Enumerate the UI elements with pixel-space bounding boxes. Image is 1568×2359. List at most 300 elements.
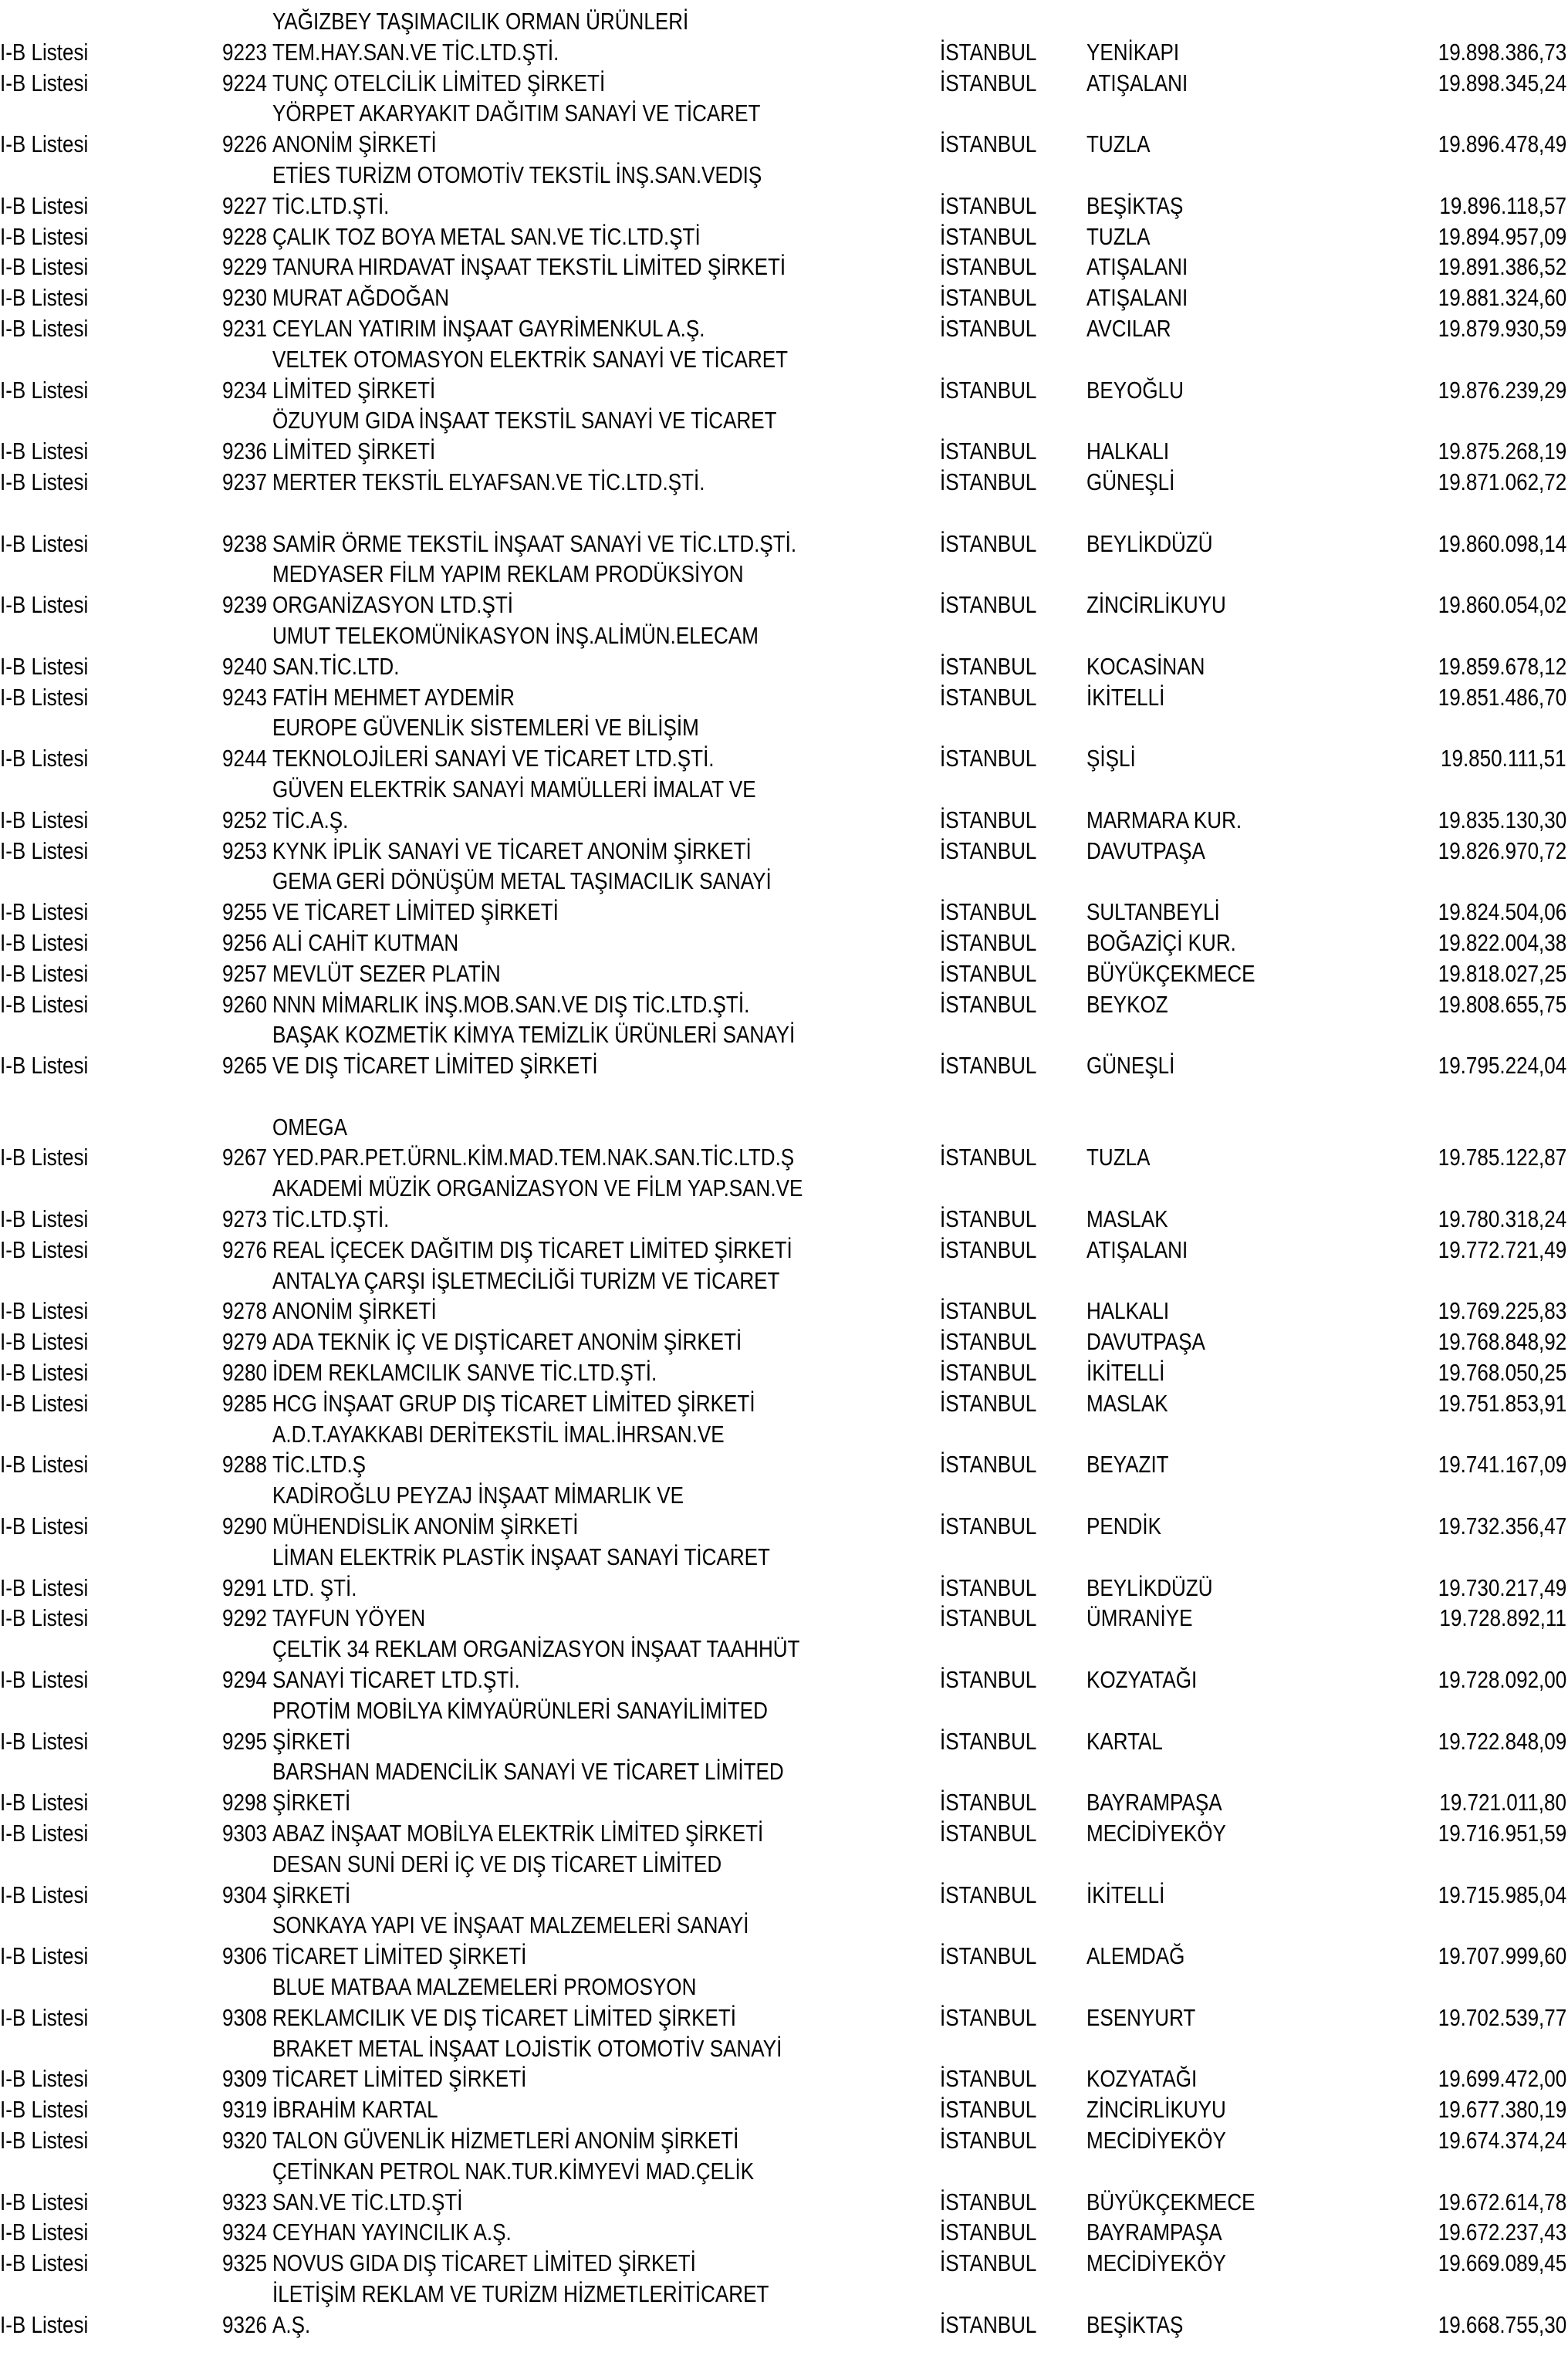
city-cell: İSTANBUL [940, 529, 1037, 557]
company-name-cell: KADİROĞLU PEYZAJ İNŞAAT MİMARLIK VE [272, 1482, 684, 1509]
company-name-cell: TEM.HAY.SAN.VE TİC.LTD.ŞTİ. [272, 38, 559, 66]
company-name-cell: ŞİRKETİ [272, 1789, 351, 1817]
district-cell: ZİNCİRLİKUYU [1086, 2096, 1226, 2124]
list-name-cell: I-B Listesi [0, 1205, 89, 1233]
rank-number-cell: 9294 [222, 1666, 267, 1694]
amount-cell: 19.780.318,24 [1438, 1205, 1566, 1233]
list-name-cell: I-B Listesi [0, 1328, 89, 1356]
amount-cell: 19.707.999,60 [1438, 1942, 1566, 1970]
table-row [0, 897, 1568, 928]
city-cell: İSTANBUL [940, 376, 1037, 404]
company-name-cell: TİCARET LİMİTED ŞİRKETİ [272, 2065, 527, 2093]
company-name-cell: VELTEK OTOMASYON ELEKTRİK SANAYİ VE TİCARET [272, 345, 789, 373]
company-name-cell: ORGANİZASYON LTD.ŞTİ [272, 591, 514, 619]
table-row-continuation [0, 1419, 1568, 1450]
table-row-continuation [0, 2033, 1568, 2064]
table-row [0, 1726, 1568, 1757]
city-cell: İSTANBUL [940, 2249, 1037, 2277]
city-cell: İSTANBUL [940, 2003, 1037, 2031]
city-cell: İSTANBUL [940, 1512, 1037, 1540]
company-name-cell: CEYHAN YAYINCILIK A.Ş. [272, 2219, 512, 2246]
list-name-cell: I-B Listesi [0, 314, 89, 342]
amount-cell: 19.879.930,59 [1438, 314, 1566, 342]
company-name-cell: LTD. ŞTİ. [272, 1573, 357, 1601]
district-cell: BEYOĞLU [1086, 376, 1184, 404]
city-cell: İSTANBUL [940, 806, 1037, 833]
list-name-cell: I-B Listesi [0, 990, 89, 1018]
company-name-cell: GÜVEN ELEKTRİK SANAYİ MAMÜLLERİ İMALAT VE [272, 775, 756, 803]
amount-cell: 19.894.957,09 [1438, 222, 1566, 250]
city-cell: İSTANBUL [940, 1727, 1037, 1755]
table-row [0, 2248, 1568, 2279]
rank-number-cell: 9228 [222, 222, 267, 250]
rank-number-cell: 9325 [222, 2249, 267, 2277]
rank-number-cell: 9257 [222, 959, 267, 987]
company-name-cell: TALON GÜVENLİK HİZMETLERİ ANONİM ŞİRKETİ [272, 2126, 739, 2154]
company-name-cell: TEKNOLOJİLERİ SANAYİ VE TİCARET LTD.ŞTİ. [272, 745, 715, 772]
amount-cell: 19.822.004,38 [1438, 928, 1566, 956]
city-cell: İSTANBUL [940, 2188, 1037, 2215]
table-row [0, 2002, 1568, 2033]
list-name-cell: I-B Listesi [0, 253, 89, 281]
district-cell: KOZYATAĞI [1086, 1666, 1198, 1694]
city-cell: İSTANBUL [940, 1052, 1037, 1080]
list-name-cell: I-B Listesi [0, 591, 89, 619]
list-name-cell: I-B Listesi [0, 2096, 89, 2124]
city-cell: İSTANBUL [940, 284, 1037, 312]
list-name-cell: I-B Listesi [0, 2188, 89, 2215]
table-row [0, 1327, 1568, 1357]
table-row [0, 2094, 1568, 2125]
rank-number-cell: 9230 [222, 284, 267, 312]
table-row [0, 129, 1568, 160]
company-name-cell: LİMİTED ŞİRKETİ [272, 438, 436, 465]
district-cell: BEYKOZ [1086, 990, 1168, 1018]
amount-cell: 19.677.380,19 [1438, 2096, 1566, 2124]
table-row [0, 2063, 1568, 2094]
list-name-cell: I-B Listesi [0, 652, 89, 680]
company-name-cell: SAMİR ÖRME TEKSTİL İNŞAAT SANAYİ VE TİC.LTD.ŞTİ. [272, 529, 797, 557]
district-cell: ATIŞALANI [1086, 284, 1188, 312]
company-name-cell: HCG İNŞAAT GRUP DIŞ TİCARET LİMİTED ŞİRKETİ [272, 1389, 755, 1417]
amount-cell: 19.730.217,49 [1438, 1573, 1566, 1601]
district-cell: TUZLA [1086, 222, 1151, 250]
district-cell: BEYAZIT [1086, 1451, 1169, 1479]
list-name-cell: I-B Listesi [0, 529, 89, 557]
district-cell: GÜNEŞLİ [1086, 1052, 1175, 1080]
company-name-cell: ANONİM ŞİRKETİ [272, 1297, 437, 1325]
rank-number-cell: 9291 [222, 1573, 267, 1601]
district-cell: BAYRAMPAŞA [1086, 1789, 1222, 1817]
amount-cell: 19.751.853,91 [1438, 1389, 1566, 1417]
table-row [0, 529, 1568, 559]
city-cell: İSTANBUL [940, 2219, 1037, 2246]
amount-cell: 19.672.614,78 [1438, 2188, 1566, 2215]
table-row [0, 436, 1568, 467]
amount-cell: 19.859.678,12 [1438, 652, 1566, 680]
rank-number-cell: 9255 [222, 898, 267, 926]
amount-cell: 19.898.345,24 [1438, 69, 1566, 96]
district-cell: ATIŞALANI [1086, 69, 1188, 96]
amount-cell: 19.728.892,11 [1439, 1604, 1566, 1632]
list-name-cell: I-B Listesi [0, 2249, 89, 2277]
city-cell: İSTANBUL [940, 2096, 1037, 2124]
list-name-cell: I-B Listesi [0, 468, 89, 495]
amount-cell: 19.824.504,06 [1438, 898, 1566, 926]
table-row-continuation [0, 344, 1568, 375]
amount-cell: 19.896.118,57 [1439, 191, 1566, 219]
list-name-cell: I-B Listesi [0, 683, 89, 711]
company-name-cell: TİC.LTD.Ş [272, 1451, 367, 1479]
list-name-cell: I-B Listesi [0, 1144, 89, 1171]
list-name-cell: I-B Listesi [0, 130, 89, 158]
amount-cell: 19.732.356,47 [1438, 1512, 1566, 1540]
city-cell: İSTANBUL [940, 683, 1037, 711]
company-name-cell: VE TİCARET LİMİTED ŞİRKETİ [272, 898, 559, 926]
rank-number-cell: 9324 [222, 2219, 267, 2246]
rank-number-cell: 9279 [222, 1328, 267, 1356]
rank-number-cell: 9265 [222, 1052, 267, 1080]
list-name-cell: I-B Listesi [0, 1573, 89, 1601]
amount-cell: 19.881.324,60 [1438, 284, 1566, 312]
company-name-cell: PROTİM MOBİLYA KİMYAÜRÜNLERİ SANAYİLİMİTED [272, 1696, 768, 1724]
city-cell: İSTANBUL [940, 1359, 1037, 1387]
district-cell: BEYLİKDÜZÜ [1086, 1573, 1213, 1601]
table-row [0, 743, 1568, 774]
table-row-continuation [0, 712, 1568, 743]
table-row [0, 1818, 1568, 1849]
rank-number-cell: 9231 [222, 314, 267, 342]
rank-number-cell: 9224 [222, 69, 267, 96]
table-row-continuation [0, 1910, 1568, 1941]
city-cell: İSTANBUL [940, 928, 1037, 956]
table-row [0, 1941, 1568, 1972]
list-name-cell: I-B Listesi [0, 1297, 89, 1325]
amount-cell: 19.871.062,72 [1438, 468, 1566, 495]
company-name-cell: VE DIŞ TİCARET LİMİTED ŞİRKETİ [272, 1052, 598, 1080]
list-name-cell: I-B Listesi [0, 2219, 89, 2246]
table-row-continuation [0, 2156, 1568, 2187]
company-name-cell: ADA TEKNİK İÇ VE DIŞTİCARET ANONİM ŞİRKETİ [272, 1328, 742, 1356]
table-row [0, 682, 1568, 713]
company-name-cell: FATİH MEHMET AYDEMİR [272, 683, 515, 711]
company-name-cell: ABAZ İNŞAAT MOBİLYA ELEKTRİK LİMİTED ŞİRKETİ [272, 1820, 764, 1847]
company-name-cell: ÇALIK TOZ BOYA METAL SAN.VE TİC.LTD.ŞTİ [272, 222, 701, 250]
table-row-continuation [0, 1695, 1568, 1726]
list-name-cell: I-B Listesi [0, 1727, 89, 1755]
list-name-cell: I-B Listesi [0, 1942, 89, 1970]
amount-cell: 19.850.111,51 [1441, 745, 1566, 772]
table-row [0, 1787, 1568, 1818]
amount-cell: 19.860.054,02 [1438, 591, 1566, 619]
list-name-cell: I-B Listesi [0, 2126, 89, 2154]
list-name-cell: I-B Listesi [0, 898, 89, 926]
amount-cell: 19.785.122,87 [1438, 1144, 1566, 1171]
city-cell: İSTANBUL [940, 898, 1037, 926]
list-name-cell: I-B Listesi [0, 1235, 89, 1263]
table-row-continuation [0, 98, 1568, 129]
amount-cell: 19.716.951,59 [1438, 1820, 1566, 1847]
city-cell: İSTANBUL [940, 959, 1037, 987]
city-cell: İSTANBUL [940, 1205, 1037, 1233]
company-name-cell: ÇELTİK 34 REKLAM ORGANİZASYON İNŞAAT TAAHHÜT [272, 1635, 800, 1663]
city-cell: İSTANBUL [940, 1573, 1037, 1601]
amount-cell: 19.876.239,29 [1438, 376, 1566, 404]
rank-number-cell: 9309 [222, 2065, 267, 2093]
district-cell: BEŞİKTAŞ [1086, 191, 1184, 219]
district-cell: ZİNCİRLİKUYU [1086, 591, 1226, 619]
table-row-continuation [0, 1756, 1568, 1787]
list-name-cell: I-B Listesi [0, 2003, 89, 2031]
amount-cell: 19.818.027,25 [1438, 959, 1566, 987]
rank-number-cell: 9292 [222, 1604, 267, 1632]
district-cell: ATIŞALANI [1086, 1235, 1188, 1263]
list-name-cell: I-B Listesi [0, 69, 89, 96]
rank-number-cell: 9227 [222, 191, 267, 219]
rank-number-cell: 9273 [222, 1205, 267, 1233]
city-cell: İSTANBUL [940, 2065, 1037, 2093]
rank-number-cell: 9326 [222, 2310, 267, 2338]
district-cell: ALEMDAĞ [1086, 1942, 1185, 1970]
amount-cell: 19.875.268,19 [1438, 438, 1566, 465]
company-name-cell: REAL İÇECEK DAĞITIM DIŞ TİCARET LİMİTED ŞİRKETİ [272, 1235, 792, 1263]
district-cell: TUZLA [1086, 130, 1151, 158]
rank-number-cell: 9303 [222, 1820, 267, 1847]
city-cell: İSTANBUL [940, 836, 1037, 864]
list-name-cell: I-B Listesi [0, 745, 89, 772]
city-cell: İSTANBUL [940, 990, 1037, 1018]
company-name-cell: NOVUS GIDA DIŞ TİCARET LİMİTED ŞİRKETİ [272, 2249, 696, 2277]
district-cell: BÜYÜKÇEKMECE [1086, 959, 1255, 987]
company-name-cell: LİMAN ELEKTRİK PLASTİK İNŞAAT SANAYİ TİCARET [272, 1543, 770, 1570]
district-cell: HALKALI [1086, 438, 1170, 465]
company-name-cell: ÖZUYUM GIDA İNŞAAT TEKSTİL SANAYİ VE TİCARET [272, 407, 777, 434]
company-name-cell: MURAT AĞDOĞAN [272, 284, 450, 312]
district-cell: MECİDİYEKÖY [1086, 2126, 1226, 2154]
company-name-cell: AKADEMİ MÜZİK ORGANİZASYON VE FİLM YAP.SAN.VE [272, 1174, 803, 1202]
table-row [0, 1664, 1568, 1695]
company-name-cell: YÖRPET AKARYAKIT DAĞITIM SANAYİ VE TİCARET [272, 100, 761, 127]
company-name-cell: İBRAHİM KARTAL [272, 2096, 438, 2124]
company-name-cell: ALİ CAHİT KUTMAN [272, 928, 459, 956]
company-name-cell: SANAYİ TİCARET LTD.ŞTİ. [272, 1666, 520, 1694]
list-name-cell: I-B Listesi [0, 1789, 89, 1817]
list-name-cell: I-B Listesi [0, 959, 89, 987]
district-cell: TUZLA [1086, 1144, 1151, 1171]
company-name-cell: GEMA GERİ DÖNÜŞÜM METAL TAŞIMACILIK SANAYİ [272, 867, 772, 895]
amount-cell: 19.699.472,00 [1438, 2065, 1566, 2093]
amount-cell: 19.896.478,49 [1438, 130, 1566, 158]
district-cell: ATIŞALANI [1086, 253, 1188, 281]
rank-number-cell: 9290 [222, 1512, 267, 1540]
company-name-cell: BARSHAN MADENCİLİK SANAYİ VE TİCARET LİMİTED [272, 1758, 784, 1786]
city-cell: İSTANBUL [940, 38, 1037, 66]
table-row [0, 37, 1568, 68]
district-cell: PENDİK [1086, 1512, 1161, 1540]
district-cell: AVCILAR [1086, 314, 1171, 342]
amount-cell: 19.702.539,77 [1438, 2003, 1566, 2031]
amount-cell: 19.715.985,04 [1438, 1881, 1566, 1908]
list-name-cell: I-B Listesi [0, 191, 89, 219]
district-cell: İKİTELLİ [1086, 1359, 1165, 1387]
district-cell: SULTANBEYLİ [1086, 898, 1220, 926]
list-name-cell: I-B Listesi [0, 1389, 89, 1417]
company-name-cell: YED.PAR.PET.ÜRNL.KİM.MAD.TEM.NAK.SAN.TİC.LTD.Ş [272, 1144, 795, 1171]
city-cell: İSTANBUL [940, 745, 1037, 772]
company-name-cell: OMEGA [272, 1113, 347, 1141]
list-name-cell: I-B Listesi [0, 284, 89, 312]
list-name-cell: I-B Listesi [0, 836, 89, 864]
list-name-cell: I-B Listesi [0, 1881, 89, 1908]
company-name-cell: YAĞIZBEY TAŞIMACILIK ORMAN ÜRÜNLERİ [272, 8, 689, 35]
rank-number-cell: 9280 [222, 1359, 267, 1387]
company-name-cell: MEDYASER FİLM YAPIM REKLAM PRODÜKSİYON [272, 560, 744, 588]
table-row [0, 590, 1568, 620]
rank-number-cell: 9238 [222, 529, 267, 557]
table-row-continuation [0, 1112, 1568, 1143]
table-row-continuation [0, 6, 1568, 37]
rank-number-cell: 9260 [222, 990, 267, 1018]
rank-number-cell: 9319 [222, 2096, 267, 2124]
table-row [0, 1511, 1568, 1542]
district-cell: GÜNEŞLİ [1086, 468, 1175, 495]
rank-number-cell: 9267 [222, 1144, 267, 1171]
table-row-continuation [0, 620, 1568, 651]
amount-cell: 19.768.050,25 [1438, 1359, 1566, 1387]
company-name-cell: SAN.TİC.LTD. [272, 652, 400, 680]
rank-number-cell: 9278 [222, 1297, 267, 1325]
table-row [0, 375, 1568, 406]
table-row [0, 467, 1568, 498]
list-name-cell: I-B Listesi [0, 1820, 89, 1847]
rank-number-cell: 9276 [222, 1235, 267, 1263]
company-name-cell: ANONİM ŞİRKETİ [272, 130, 437, 158]
company-name-cell: MÜHENDİSLİK ANONİM ŞİRKETİ [272, 1512, 579, 1540]
district-cell: İKİTELLİ [1086, 1881, 1165, 1908]
rank-number-cell: 9239 [222, 591, 267, 619]
table-row [0, 2310, 1568, 2340]
list-name-cell: I-B Listesi [0, 2065, 89, 2093]
table-row-continuation [0, 2279, 1568, 2310]
city-cell: İSTANBUL [940, 1328, 1037, 1356]
list-name-cell: I-B Listesi [0, 38, 89, 66]
amount-cell: 19.860.098,14 [1438, 529, 1566, 557]
company-name-cell: İDEM REKLAMCILIK SANVE TİC.LTD.ŞTİ. [272, 1359, 657, 1387]
rank-number-cell: 9240 [222, 652, 267, 680]
city-cell: İSTANBUL [940, 438, 1037, 465]
district-cell: HALKALI [1086, 1297, 1170, 1325]
amount-cell: 19.826.970,72 [1438, 836, 1566, 864]
district-cell: KOZYATAĞI [1086, 2065, 1198, 2093]
city-cell: İSTANBUL [940, 1942, 1037, 1970]
amount-cell: 19.808.655,75 [1438, 990, 1566, 1018]
district-cell: BEŞİKTAŞ [1086, 2310, 1184, 2338]
city-cell: İSTANBUL [940, 1881, 1037, 1908]
city-cell: İSTANBUL [940, 1604, 1037, 1632]
table-row-continuation [0, 1173, 1568, 1204]
table-row [0, 191, 1568, 221]
company-name-cell: İLETİŞİM REKLAM VE TURİZM HİZMETLERİTİCARET [272, 2280, 769, 2307]
company-name-cell: LİMİTED ŞİRKETİ [272, 376, 436, 404]
amount-cell: 19.741.167,09 [1438, 1451, 1566, 1479]
rank-number-cell: 9306 [222, 1942, 267, 1970]
table-row [0, 1050, 1568, 1081]
list-name-cell: I-B Listesi [0, 1666, 89, 1694]
amount-cell: 19.674.374,24 [1438, 2126, 1566, 2154]
table-row-continuation [0, 405, 1568, 436]
table-row-continuation [0, 1972, 1568, 2002]
table-row-continuation [0, 160, 1568, 191]
district-cell: ESENYURT [1086, 2003, 1196, 2031]
table-row [0, 68, 1568, 99]
company-name-cell: REKLAMCILIK VE DIŞ TİCARET LİMİTED ŞİRKETİ [272, 2003, 736, 2031]
company-name-cell: TİCARET LİMİTED ŞİRKETİ [272, 1942, 527, 1970]
table-row [0, 836, 1568, 867]
table-row [0, 1204, 1568, 1235]
company-name-cell: ÇETİNKAN PETROL NAK.TUR.KİMYEVİ MAD.ÇELİK [272, 2157, 755, 2185]
company-name-cell: NNN MİMARLIK İNŞ.MOB.SAN.VE DIŞ TİC.LTD.ŞTİ. [272, 990, 750, 1018]
table-row-continuation [0, 1081, 1568, 1112]
table-row [0, 2217, 1568, 2248]
list-name-cell: I-B Listesi [0, 2310, 89, 2338]
table-row [0, 958, 1568, 989]
table-row [0, 252, 1568, 282]
rank-number-cell: 9288 [222, 1451, 267, 1479]
company-name-cell: ANTALYA ÇARŞI İŞLETMECİLİĞİ TURİZM VE TİCARET [272, 1266, 780, 1294]
district-cell: İKİTELLİ [1086, 683, 1165, 711]
company-name-cell: MEVLÜT SEZER PLATİN [272, 959, 501, 987]
rank-number-cell: 9253 [222, 836, 267, 864]
city-cell: İSTANBUL [940, 1297, 1037, 1325]
table-row-continuation [0, 1266, 1568, 1296]
company-name-cell: TANURA HIRDAVAT İNŞAAT TEKSTİL LİMİTED ŞİRKETİ [272, 253, 786, 281]
table-row [0, 1573, 1568, 1604]
table-row [0, 805, 1568, 836]
rank-number-cell: 9256 [222, 928, 267, 956]
amount-cell: 19.728.092,00 [1438, 1666, 1566, 1694]
company-name-cell: BAŞAK KOZMETİK KİMYA TEMİZLİK ÜRÜNLERİ SANAYİ [272, 1021, 796, 1049]
district-cell: DAVUTPAŞA [1086, 1328, 1205, 1356]
table-row [0, 1388, 1568, 1419]
city-cell: İSTANBUL [940, 2310, 1037, 2338]
rank-number-cell: 9323 [222, 2188, 267, 2215]
district-cell: MECİDİYEKÖY [1086, 1820, 1226, 1847]
city-cell: İSTANBUL [940, 1666, 1037, 1694]
city-cell: İSTANBUL [940, 1820, 1037, 1847]
company-name-cell: TAYFUN YÖYEN [272, 1604, 426, 1632]
list-name-cell: I-B Listesi [0, 1359, 89, 1387]
table-row-continuation [0, 774, 1568, 805]
rank-number-cell: 9234 [222, 376, 267, 404]
rank-number-cell: 9295 [222, 1727, 267, 1755]
city-cell: İSTANBUL [940, 468, 1037, 495]
city-cell: İSTANBUL [940, 1389, 1037, 1417]
rank-number-cell: 9320 [222, 2126, 267, 2154]
company-name-cell: SONKAYA YAPI VE İNŞAAT MALZEMELERİ SANAYİ [272, 1911, 749, 1939]
company-name-cell: ŞİRKETİ [272, 1881, 351, 1908]
city-cell: İSTANBUL [940, 652, 1037, 680]
list-name-cell: I-B Listesi [0, 1512, 89, 1540]
city-cell: İSTANBUL [940, 222, 1037, 250]
company-name-cell: MERTER TEKSTİL ELYAFSAN.VE TİC.LTD.ŞTİ. [272, 468, 705, 495]
amount-cell: 19.721.011,80 [1439, 1789, 1566, 1817]
rank-number-cell: 9304 [222, 1881, 267, 1908]
table-row [0, 221, 1568, 252]
company-name-cell: SAN.VE TİC.LTD.ŞTİ [272, 2188, 463, 2215]
city-cell: İSTANBUL [940, 1144, 1037, 1171]
district-cell: BEYLİKDÜZÜ [1086, 529, 1213, 557]
amount-cell: 19.851.486,70 [1438, 683, 1566, 711]
